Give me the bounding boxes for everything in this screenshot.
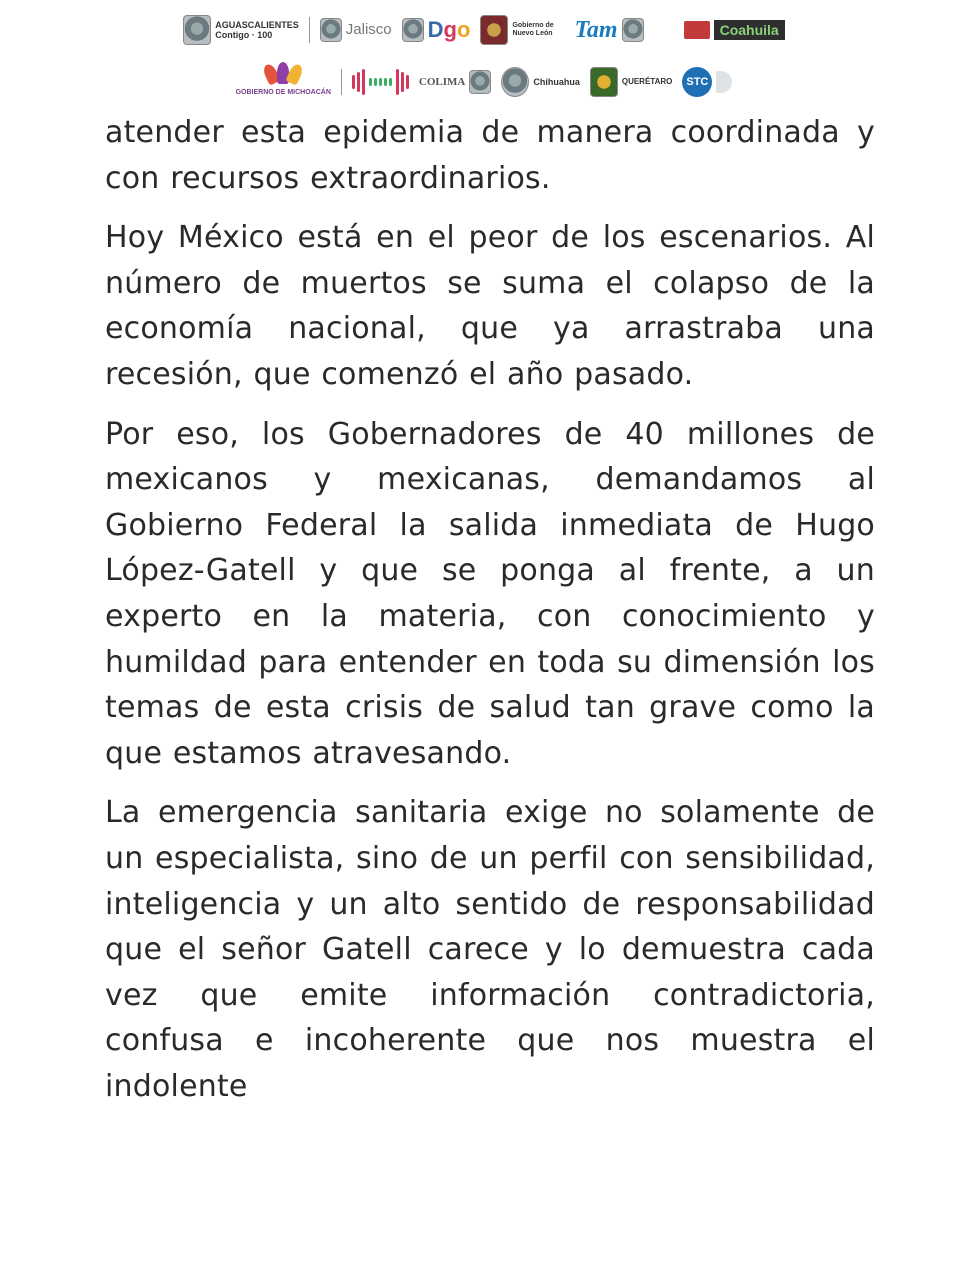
jalisco-logo — [320, 14, 392, 46]
logo-divider — [309, 17, 310, 43]
colima-logo — [419, 66, 491, 98]
document-body — [105, 110, 875, 1109]
jalisco-seal-icon — [320, 18, 342, 42]
stc-banner — [716, 71, 732, 93]
queretaro-logo — [590, 66, 673, 98]
tamaulipas-logo — [574, 14, 643, 46]
chihuahua-seal-icon — [501, 67, 529, 97]
coahuila-logo-text: Coahuila — [714, 20, 785, 40]
paragraph-1: atender esta epidemia de manera coordinada y con recursos extraordinarios. — [105, 115, 875, 196]
paragraph-2: Hoy México está en el peor de los escenarios. Al número de muertos se suma el colapso de la economía nacional, que ya arrastraba una recesión, que comenzó el año pasado. — [105, 220, 875, 392]
durango-letter-d: D — [427, 17, 444, 42]
paragraph-3: Por eso, los Gobernadores de 40 millones de mexicanos y mexicanas, demandamos al Gobierno Federal la salida inmediata de Hugo López-Gatell y que se ponga al frente, a un experto en la materia, con conocimiento y humildad para entender en toda su dimensión los temas de esta crisis de salud tan grave como la que estamos atravesando. — [105, 416, 875, 771]
durango-logo — [402, 14, 471, 46]
sound-wave-right-icon — [396, 69, 409, 95]
nuevo-leon-logo — [480, 14, 564, 46]
sound-wave-icon — [352, 69, 365, 95]
michoacan-flower-icon — [263, 66, 303, 84]
durango-letter-o: o — [457, 17, 471, 42]
chihuahua-logo — [501, 66, 580, 98]
chihuahua-logo-text: Chihuahua — [533, 77, 580, 87]
logo-divider — [341, 69, 342, 95]
logos-row-bottom — [0, 60, 968, 104]
colima-logo-text: COLIMA — [418, 76, 466, 88]
stc-logo-text: STC — [686, 76, 709, 88]
michoacan-logo — [236, 66, 331, 98]
michoacan-logo-text: GOBIERNO DE MICHOACÁN — [235, 89, 331, 96]
aguascalientes-logo-text: AGUASCALIENTES — [215, 20, 299, 30]
sound-wave-logo — [352, 66, 409, 98]
coahuila-logo — [684, 14, 785, 46]
stc-logo — [682, 66, 732, 98]
paragraph-4: La emergencia sanitaria exige no solamente de un especialista, sino de un perfil con sensibilidad, inteligencia y un alto sentido de responsabilidad que el señor Gatell carece y lo demuestra cada vez que emite información contradictoria, confusa e incoherente que nos muestra el indolente — [105, 795, 875, 1104]
aguascalientes-logo — [183, 14, 299, 46]
sound-wave-green-icon — [369, 78, 392, 86]
aguascalientes-logo-subtext: Contigo · 100 — [215, 30, 273, 40]
nuevo-leon-logo-text: Gobierno de Nuevo León — [512, 22, 554, 37]
durango-seal-icon — [402, 18, 424, 42]
tamaulipas-logo-text: Tam — [574, 16, 618, 43]
queretaro-logo-text: QUERÉTARO — [621, 77, 673, 86]
durango-letter-g: g — [443, 17, 457, 42]
jalisco-logo-text: Jalisco — [345, 21, 392, 38]
aguascalientes-seal-icon — [183, 15, 211, 45]
tamaulipas-seal-icon — [622, 18, 644, 42]
nuevo-leon-seal-icon — [480, 15, 508, 45]
queretaro-seal-icon — [590, 67, 618, 97]
stc-badge-icon — [682, 67, 712, 97]
coahuila-emblem-icon — [684, 21, 710, 39]
colima-seal-icon — [469, 70, 491, 94]
logos-row-top — [0, 10, 968, 50]
